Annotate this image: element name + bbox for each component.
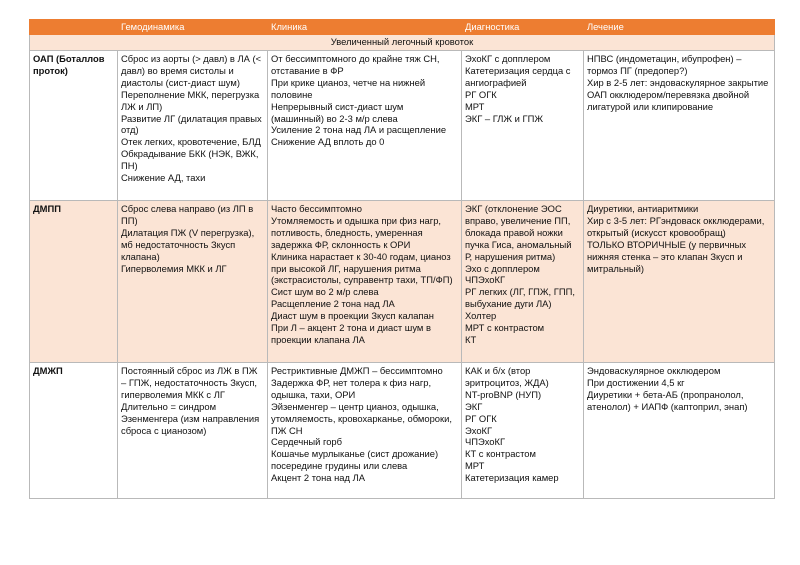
row-name: ДМЖП bbox=[30, 363, 118, 499]
header-hemodynamics: Гемодинамика bbox=[118, 20, 268, 35]
table-row bbox=[30, 201, 775, 363]
diagnostics-cell bbox=[462, 51, 584, 201]
cell-line: Холтер bbox=[465, 310, 497, 322]
cell-line: Катетеризация камер bbox=[465, 472, 559, 484]
cell-line: Дилатация ПЖ (V перегрузка), мб недостаточность Зкусп клапана) bbox=[121, 226, 255, 262]
cell-line: Часто бессимптомно bbox=[271, 203, 363, 214]
cell-line: При крике цианоз, четче на нижней половине bbox=[271, 76, 426, 100]
cell-line: Снижение АД вплоть до 0 bbox=[271, 136, 385, 148]
cell-line: Диуретики, антиаритмики bbox=[587, 203, 699, 214]
cell-line: Непрерывный сист-диаст шум (машинный) во 2-3 м/р слева bbox=[271, 100, 404, 124]
treatment-cell bbox=[584, 363, 775, 499]
cell-line: ЭхоКГ с допплером bbox=[465, 53, 551, 64]
header-diagnostics: Диагностика bbox=[462, 20, 584, 35]
cell-line: ЭКГ – ГЛЖ и ГПЖ bbox=[465, 112, 543, 124]
cell-line: ЭхоКГ bbox=[465, 424, 493, 436]
cell-line: ЧПЭхоКГ bbox=[465, 274, 506, 286]
cell-line: Хир в 2-5 лет: эндоваскулярное закрытие ОАП окклюдером/перевязка двойной лигатурой или клипирование bbox=[587, 76, 769, 112]
clinic-cell bbox=[268, 51, 462, 201]
cell-line: Диуретики + бета-АБ (пропранолол, атенолол) + ИАПФ (каптоприл, энап) bbox=[587, 388, 748, 412]
cell-line: Эндоваскулярное окклюдером bbox=[587, 365, 721, 376]
cell-line: При достижении 4,5 кг bbox=[587, 376, 685, 388]
cell-line: МРТ с контрастом bbox=[465, 322, 545, 334]
table-row bbox=[30, 51, 775, 201]
cell-line: НПВС (индометацин, ибупрофен) – тормоз ПГ (предопер?) bbox=[587, 53, 742, 76]
cell-line: Сист шум во 2 м/р слева bbox=[271, 286, 379, 298]
cell-line: ЧПЭхоКГ bbox=[465, 436, 506, 448]
cell-line: При Л – акцент 2 тона и диаст шум в проекции клапана ЛА bbox=[271, 322, 431, 345]
cell-line: Акцент 2 тона над ЛА bbox=[271, 472, 365, 484]
band-label: Увеличенный легочный кровоток bbox=[30, 35, 775, 51]
treatment-cell bbox=[584, 201, 775, 363]
cell-line: КТ с контрастом bbox=[465, 448, 536, 460]
cell-line: От бессимптомного до крайне тяж СН, отставание в ФР bbox=[271, 53, 440, 76]
cell-line: Усиление 2 тона над ЛА и расщепление bbox=[271, 124, 447, 136]
cell-line: Эхо с допплером bbox=[465, 262, 540, 274]
cell-line: Эйзенменгер – центр цианоз, одышка, утомляемость, кровохарканье, обмороки, ПЖ СН bbox=[271, 400, 452, 436]
cell-line: Отек легких, кровотечение, БЛД bbox=[121, 136, 261, 148]
cell-line: NT-proBNP (НУП) bbox=[465, 388, 542, 400]
table-row bbox=[30, 363, 775, 499]
cell-line: ЭКГ bbox=[465, 400, 483, 412]
cell-line: Гиперволемия МКК и ЛГ bbox=[121, 262, 227, 274]
cell-line: Расщепление 2 тона над ЛА bbox=[271, 298, 395, 310]
cell-line: МРТ bbox=[465, 100, 485, 112]
cell-line: ЭКГ (отклонение ЭОС вправо, увеличение ПП, блокада правой ножки пучка Гиса, аномальный Р, нарушения ритма) bbox=[465, 203, 572, 262]
header-treatment: Лечение bbox=[584, 20, 775, 35]
cell-line: Переполнение МКК, перегрузка ЛЖ и ЛП) bbox=[121, 88, 260, 112]
clinic-cell bbox=[268, 363, 462, 499]
cell-line: РГ легких (ЛГ, ГПЖ, ГПП, выбухание дуги ЛА) bbox=[465, 286, 575, 310]
hemodynamics-cell bbox=[118, 363, 268, 499]
treatment-cell bbox=[584, 51, 775, 201]
cell-line: ТОЛЬКО ВТОРИЧНЫЕ (у первичных нижняя стенка – это клапан Зкусп и митральный) bbox=[587, 238, 747, 274]
cell-line: Сердечный горб bbox=[271, 436, 343, 448]
cell-line: Развитие ЛГ (дилатация правых отд) bbox=[121, 112, 262, 136]
clinic-cell bbox=[268, 201, 462, 363]
cell-line: Сброс слева направо (из ЛП в ПП) bbox=[121, 203, 254, 226]
band-row bbox=[30, 35, 775, 51]
row-name: ОАП (Боталлов проток) bbox=[30, 51, 118, 201]
cell-line: Утомляемость и одышка при физ нагр, потливость, бледность, умеренная задержка ФР, склонность к ОРИ bbox=[271, 214, 442, 250]
header-row bbox=[30, 20, 775, 35]
cell-line: Снижение АД, тахи bbox=[121, 172, 206, 184]
cell-line: Длительно = синдром Эзенменгера (изм направления сброса с цианозом) bbox=[121, 400, 260, 436]
cell-line: Диаст шум в проекции Зкусп калапан bbox=[271, 310, 434, 322]
cell-line: Катетеризация сердца с ангиографией bbox=[465, 64, 571, 88]
hemodynamics-cell bbox=[118, 201, 268, 363]
cell-line: Задержка ФР, нет толера к физ нагр, одышка, тахи, ОРИ bbox=[271, 376, 432, 400]
cell-line: КАК и б/х (втор эритроцитоз, ЖДА) bbox=[465, 365, 549, 388]
row-name: ДМПП bbox=[30, 201, 118, 363]
cell-line: МРТ bbox=[465, 460, 485, 472]
cell-line: КТ bbox=[465, 333, 477, 345]
cell-line: Кошачье мурлыканье (сист дрожание) посередине грудины или слева bbox=[271, 448, 439, 472]
cell-line: Клиника нарастает к 30-40 годам, цианоз при высокой ЛГ, нарушения ритма (экстрасистолы, суправентр тахи, ТП/ФП) bbox=[271, 250, 453, 286]
diagnostics-cell bbox=[462, 363, 584, 499]
diagnostics-cell bbox=[462, 201, 584, 363]
hemodynamics-cell bbox=[118, 51, 268, 201]
cell-line: Постоянный сброс из ЛЖ в ПЖ – ГПЖ, недостаточность Зкусп, гиперволемия МКК с ЛГ bbox=[121, 365, 258, 400]
vice-table bbox=[29, 19, 775, 499]
header-clinic: Клиника bbox=[268, 20, 462, 35]
cell-line: РГ ОГК bbox=[465, 88, 497, 100]
cell-line: Обкрадывание БКК (НЭК, ВЖК, ПН) bbox=[121, 148, 259, 172]
cell-line: Сброс из аорты (> давл) в ЛА (< давл) во время систолы и диастолы (сист-диаст шум) bbox=[121, 53, 262, 88]
cell-line: РГ ОГК bbox=[465, 412, 497, 424]
cell-line: Рестриктивные ДМЖП – бессимптомно bbox=[271, 365, 443, 376]
cell-line: Хир с 3-5 лет: РГэндоваск окклюдерами, открытый (искусст кровообращ) bbox=[587, 214, 765, 238]
header-cell-0 bbox=[30, 20, 118, 35]
